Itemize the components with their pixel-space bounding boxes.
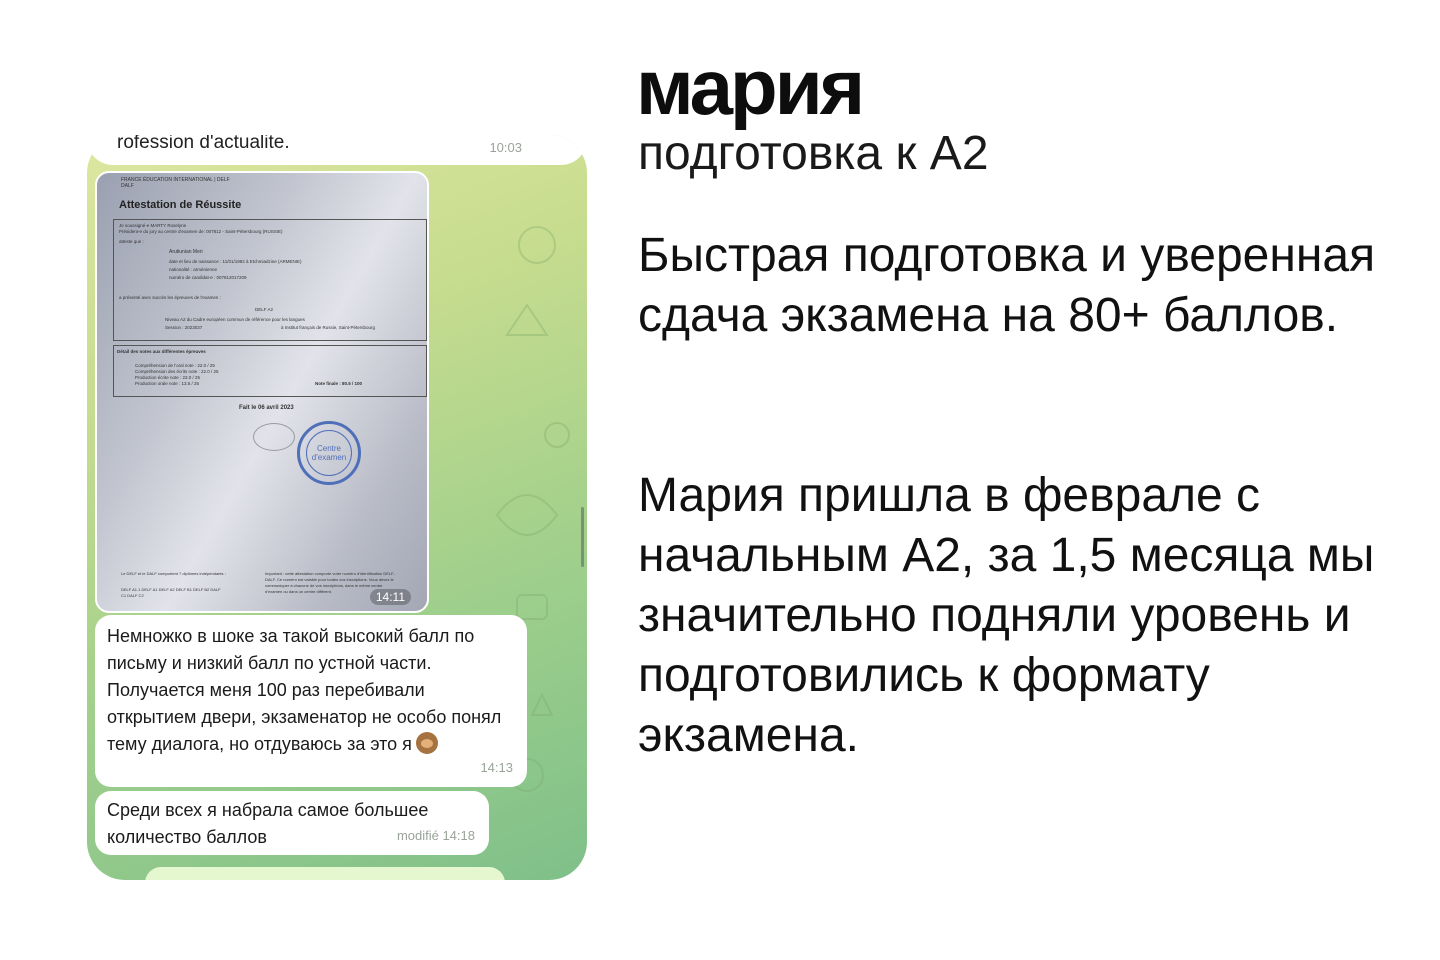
- certificate-date: Fait le 06 avril 2023: [239, 405, 294, 411]
- certificate-session: Session : 2023037: [165, 325, 203, 330]
- previous-message-text: rofession d'actualite.: [117, 135, 290, 153]
- photo-time: 14:11: [370, 589, 411, 605]
- exam-center-stamp: [297, 421, 361, 485]
- certificate-passed: a présenté avec succès les épreuves de l'examen :: [119, 295, 221, 300]
- certificate-photo[interactable]: [95, 171, 429, 613]
- outgoing-message-bubble-cut: [145, 867, 505, 880]
- stamp-text: Centre d'examen: [311, 444, 347, 462]
- certificate-footer-left: Le DELF et le DALF comportent 7 diplômes indépendants :: [121, 571, 226, 576]
- scrollbar[interactable]: [581, 507, 584, 567]
- student-name: мария: [636, 43, 863, 131]
- message-bubble: [95, 615, 527, 787]
- message-text: Среди всех я набрала самое большее количество баллов: [107, 800, 429, 847]
- certificate-footer-levels: DELF A1.1 DELF A1 DELF A2 DELF B1 DELF B2 DALF C1 DALF C2: [121, 587, 221, 598]
- certificate-president: Président-e du jury au centre d'examen de: 007812 - Saint-Pétersbourg (RUSSIE): [119, 229, 283, 234]
- certificate-score-row: Compréhension des écrits note : 22.0 / 25: [135, 369, 219, 374]
- certificate-candidate-name: Arutiunian Meri: [169, 249, 203, 255]
- message-time: modifié 14:18: [396, 828, 475, 843]
- certificate-exam: DELF A2: [255, 307, 274, 312]
- certificate-footer-right: Important : cette attestation comporte votre numéro d'identification DELF-DALF. Ce numéro est valable pour toutes vos inscriptions. Vous devez le communiquer à chacune de vos inscriptions, dans le même centre d'examen ou dans un centre différent.: [265, 571, 395, 594]
- certificate-title: Attestation de Réussite: [119, 199, 242, 211]
- message-text: Немножко в шоке за такой высокий балл по письму и низкий балл по устной части. Получается меня 100 раз перебивали открытием двери, экзаменатор не особо понял тему диалога, но отдуваюсь за это я: [107, 626, 502, 754]
- message-time: 14:13: [480, 760, 513, 775]
- signature-stamp: [253, 423, 295, 451]
- message-bubble: [95, 791, 489, 855]
- certificate-nationality: nationalité : arménienne: [169, 267, 218, 272]
- certificate-signer: Je soussigné-e MARTY Roselyne: [119, 223, 187, 228]
- certificate-score-row: Production écrite note : 23.0 / 25: [135, 375, 201, 380]
- certificate-birth: date et lieu de naissance : 11/01/1992 à Etchmiadzine (ARMENIE): [169, 259, 302, 264]
- previous-message-time: 10:03: [489, 140, 522, 155]
- previous-message-bubble: [87, 135, 587, 165]
- certificate-score-row: Compréhension de l'oral note : 22.0 / 25: [135, 363, 215, 368]
- certificate-details-title: Détail des notes aux différentes épreuves: [117, 349, 206, 354]
- certificate-logos: FRANCE ÉDUCATION INTERNATIONAL | DELF DALF: [121, 177, 230, 189]
- see-no-evil-monkey-icon: [416, 732, 438, 754]
- result-summary: Быстрая подготовка и уверенная сдача экзамена на 80+ баллов.: [638, 229, 1376, 342]
- certificate-score-row: Production orale note : 13.5 / 25: [135, 381, 200, 386]
- certificate-level: Niveau A2 du Cadre européen commun de référence pour les langues: [165, 317, 305, 322]
- chat-screenshot: [87, 135, 587, 880]
- progress-description: Мария пришла в феврале с начальным А2, за 1,5 месяца мы значительно подняли уровень и подготовились к формату экзамена.: [638, 469, 1375, 762]
- certificate-atteste: atteste que :: [119, 239, 144, 244]
- course-subtitle: подготовка к А2: [638, 127, 989, 180]
- certificate-document: [105, 173, 425, 611]
- certificate-candidate-number: numéro de candidat-e : 007812017209: [169, 275, 247, 280]
- certificate-institute: à Institut français de Russie, Saint-Pétersbourg: [281, 325, 376, 330]
- certificate-final-score: Note finale : 80.5 / 100: [315, 381, 363, 386]
